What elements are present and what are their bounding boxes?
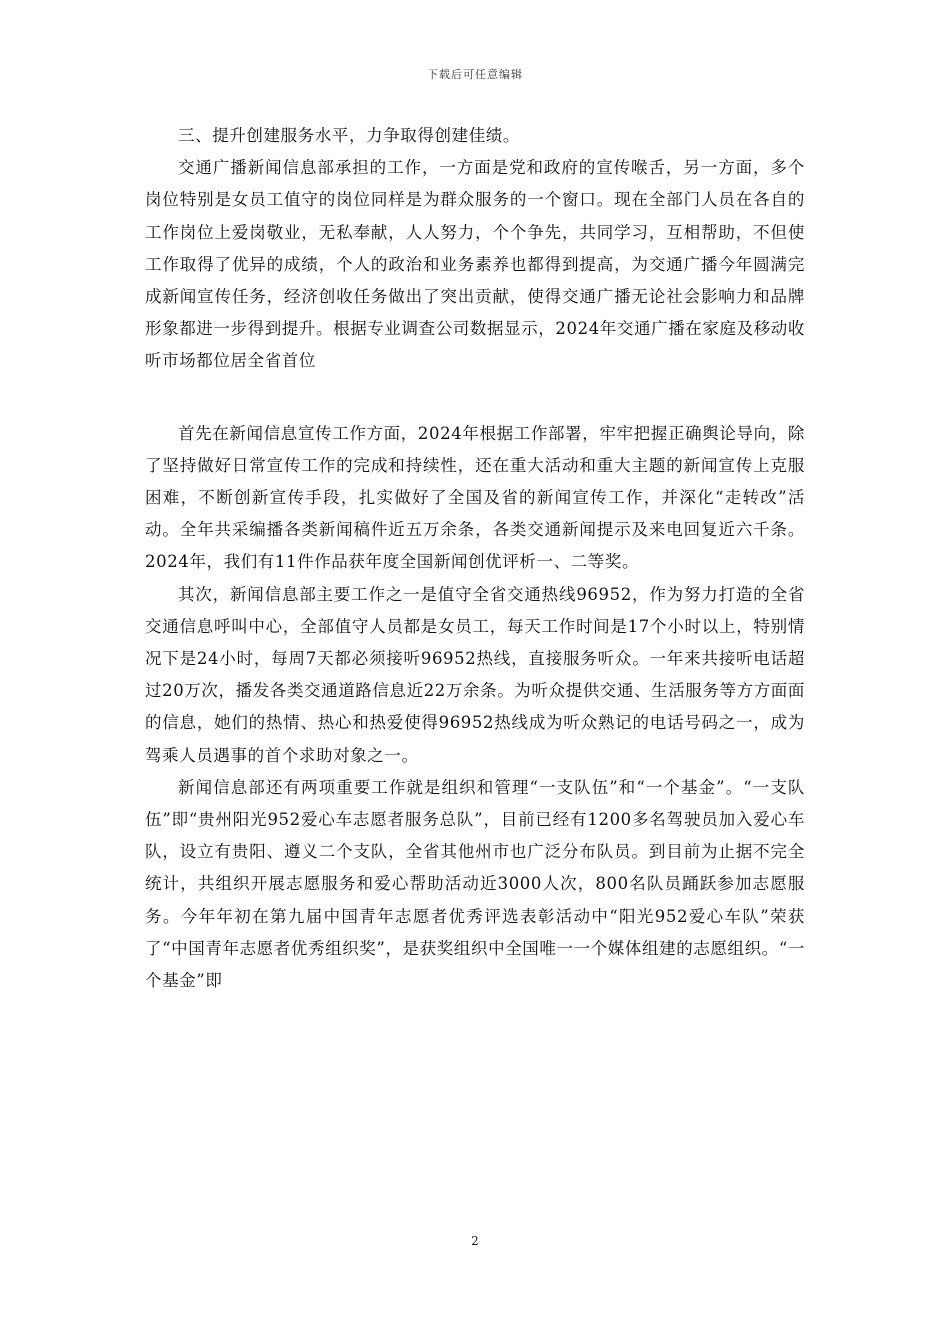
page-header-note: 下载后可任意编辑 [427, 68, 523, 81]
paragraph-3: 其次，新闻信息部主要工作之一是值守全省交通热线96952，作为努力打造的全省交通信息呼叫中心，全部值守人员都是女员工，每天工作时间是17个小时以上，特别情况下是24小时，每周7天都必须接听96952热线，直接服务听众。一年来共接听电话超过20万次，播发各类交通道路信息近22万余条。为听众提供交通、生活服务等方方面面的信息，她们的热情、热心和热爱使得96952热线成为听众熟记的电话号码之一，成为驾乘人员遇事的首个求助对象之一。 [145, 584, 805, 765]
page-number: 2 [471, 1234, 479, 1248]
paragraph-4: 新闻信息部还有两项重要工作就是组织和管理“一支队伍”和“一个基金”。“一支队伍”即“贵州阳光952爱心车志愿者服务总队”，目前已经有1200多名驾驶员加入爱心车队，设立有贵阳、遵义二个支队，全省其他州市也广泛分布队员。到目前为止据不完全统计，共组织开展志愿服务和爱心帮助活动近3000人次，800名队员踊跃参加志愿服务。今年年初在第九届中国青年志愿者优秀评选表彰活动中“阳光952爱心车队”荣获了“中国青年志愿者优秀组织奖”，是获奖组织中全国唯一一个媒体组建的志愿组织。“一个基金”即 [145, 777, 805, 991]
paragraph-gap [145, 378, 805, 418]
paragraph-2: 首先在新闻信息宣传工作方面，2024年根据工作部署，牢牢把握正确舆论导向，除了坚持做好日常宣传工作的完成和持续性，还在重大活动和重大主题的新闻宣传上克服困难，不断创新宣传手段，扎实做好了全国及省的新闻宣传工作，并深化“走转改”活动。全年共采编播各类新闻稿件近五万余条，各类交通新闻提示及来电回复近六千条。2024年，我们有11件作品获年度全国新闻创优评析一、二等奖。 [145, 423, 805, 572]
section-heading: 三、提升创建服务水平，力争取得创建佳绩。 [178, 126, 520, 145]
paragraph-1: 交通广播新闻信息部承担的工作，一方面是党和政府的宣传喉舌，另一方面，多个岗位特别是女员工值守的岗位同样是为群众服务的一个窗口。现在全部门人员在各自的工作岗位上爱岗敬业，无私奉献，人人努力，个个争先，共同学习，互相帮助，不但使工作取得了优异的成绩，个人的政治和业务素养也都得到提高，为交通广播今年圆满完成新闻宣传任务，经济创收任务做出了突出贡献，使得交通广播无论社会影响力和品牌形象都进一步得到提升。根据专业调查公司数据显示，2024年交通广播在家庭及移动收听市场都位居全省首位 [145, 158, 805, 371]
document-body [145, 120, 805, 997]
